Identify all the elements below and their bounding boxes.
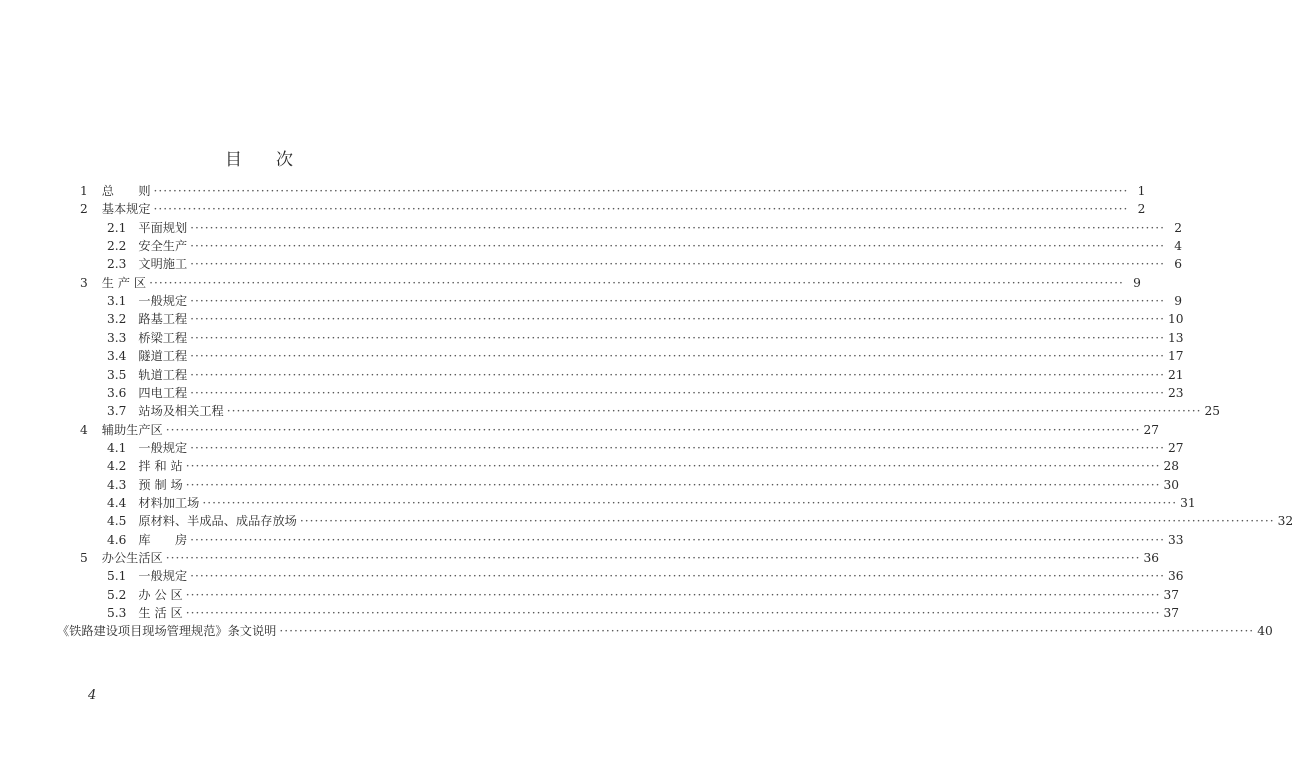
toc-entry-number: 4 <box>80 422 88 437</box>
toc-entry-number: 4.1 <box>107 440 127 455</box>
toc-entry-page: 31 <box>1180 495 1196 510</box>
toc-entry-page: 25 <box>1204 404 1221 419</box>
toc-entry[interactable] <box>107 476 1180 494</box>
toc-entry-number: 2.1 <box>107 220 127 235</box>
toc-entry-number: 3.6 <box>107 385 127 400</box>
toc-entry-title: 安全生产 <box>138 239 188 254</box>
toc-entry-title: 办公生活区 <box>101 551 163 565</box>
toc-entry[interactable] <box>80 274 1141 292</box>
toc-entry-page: 32 <box>1277 514 1293 529</box>
toc-entry[interactable] <box>107 457 1180 475</box>
toc-entry-number: 4.6 <box>107 532 127 547</box>
dot-leader: ········································································································································································································ <box>190 385 1165 400</box>
toc-entry-title: 桥梁工程 <box>138 330 188 345</box>
toc-entry-number: 3 <box>80 275 88 290</box>
dot-leader: ········································································································································································································ <box>185 477 1161 492</box>
toc-entry[interactable] <box>107 255 1182 273</box>
dot-leader: ········································································································································································································ <box>202 495 1178 510</box>
toc-entry-number: 3.5 <box>107 367 127 382</box>
toc-entry-title: 平面规划 <box>138 220 188 235</box>
toc-entry[interactable] <box>107 567 1184 585</box>
toc-entry[interactable] <box>107 347 1184 365</box>
dot-leader: ········································································································································································································ <box>299 514 1275 529</box>
toc-entry-title: 库 房 <box>138 532 188 547</box>
dot-leader: ········································································································································································································ <box>149 275 1124 290</box>
toc-entry-page: 13 <box>1167 330 1184 345</box>
toc-entry[interactable] <box>107 219 1182 237</box>
toc-entry-page: 9 <box>1174 294 1182 309</box>
toc-entry-title: 隧道工程 <box>138 349 188 364</box>
toc-entry-number: 5.3 <box>107 606 127 621</box>
toc-entry-page: 28 <box>1163 459 1180 474</box>
toc-entry-number: 1 <box>80 184 88 198</box>
toc-entry-page: 27 <box>1167 440 1184 455</box>
toc-entry-title: 生 活 区 <box>138 606 183 621</box>
toc-entry-page: 37 <box>1163 587 1180 602</box>
toc-entry-page: 10 <box>1167 312 1184 327</box>
toc-entry-page: 37 <box>1163 606 1180 621</box>
toc-entry-page: 33 <box>1167 532 1184 547</box>
toc-entry-title: 路基工程 <box>138 312 188 327</box>
toc-entry[interactable] <box>107 384 1184 402</box>
toc-entry-number: 3.7 <box>107 404 127 419</box>
toc-entry-page: 27 <box>1143 422 1160 437</box>
dot-leader: ········································································································································································································ <box>190 367 1165 382</box>
toc-entry-page: 2 <box>1174 220 1182 235</box>
toc-entry-page: 6 <box>1174 257 1182 272</box>
toc-entry-number: 3.1 <box>107 294 127 309</box>
toc-entry-title: 一般规定 <box>138 294 188 309</box>
dot-leader: ········································································································································································································ <box>190 440 1165 455</box>
toc-entry-number: 4.4 <box>107 495 127 510</box>
toc-entry-page: 30 <box>1163 477 1180 492</box>
toc-entry[interactable] <box>80 200 1146 218</box>
toc-entry-page: 2 <box>1137 202 1146 217</box>
toc-entry-page: 4 <box>1174 239 1182 254</box>
toc-entry-title: 材料加工场 <box>138 495 200 510</box>
toc-entry-page: 1 <box>1137 184 1146 198</box>
toc-entry-number: 4.5 <box>107 514 127 529</box>
toc-entry[interactable] <box>107 237 1182 255</box>
dot-leader: ········································································································································································································ <box>279 624 1255 639</box>
page-number: 4 <box>88 688 97 703</box>
toc-entry-page: 36 <box>1143 551 1160 565</box>
toc-entry[interactable] <box>107 531 1184 549</box>
dot-leader: ········································································································································································································ <box>165 422 1141 437</box>
toc-entry-number: 2.2 <box>107 239 127 254</box>
toc-entry[interactable] <box>107 310 1184 328</box>
toc-entry-title: 办 公 区 <box>138 587 183 602</box>
toc-entry-page: 23 <box>1167 385 1184 400</box>
dot-leader: ········································································································································································································ <box>185 459 1161 474</box>
dot-leader: ········································································································································································································ <box>190 532 1165 547</box>
toc-entry-title: 轨道工程 <box>138 367 188 382</box>
dot-leader: ········································································································································································································ <box>226 404 1202 419</box>
dot-leader: ········································································································································································································ <box>190 312 1165 327</box>
toc-entry-number: 4.3 <box>107 477 127 492</box>
toc-entry-number: 2 <box>80 202 88 217</box>
dot-leader: ········································································································································································································ <box>190 239 1165 254</box>
toc-entry[interactable] <box>80 182 1146 200</box>
toc-entry-page: 9 <box>1133 275 1141 290</box>
toc-entry[interactable] <box>107 586 1180 604</box>
dot-leader: ········································································································································································································ <box>190 257 1165 272</box>
toc-entry-title: 总 则 <box>101 184 151 198</box>
dot-leader: ········································································································································································································ <box>190 220 1165 235</box>
toc-entry-number: 4.2 <box>107 459 127 474</box>
toc-entry-page: 17 <box>1167 349 1184 364</box>
toc-entry-number: 5.2 <box>107 587 127 602</box>
toc-entry-title: 文明施工 <box>138 257 188 272</box>
toc-entry-title: 原材料、半成品、成品存放场 <box>138 514 297 529</box>
toc-entry-title: 基本规定 <box>101 202 151 217</box>
toc-entry-number: 3.2 <box>107 312 127 327</box>
toc-entry-page: 40 <box>1257 624 1273 639</box>
toc-entry[interactable] <box>107 402 1221 420</box>
toc-entry[interactable] <box>107 439 1184 457</box>
dot-leader: ········································································································································································································ <box>153 184 1129 198</box>
toc-entry-page: 21 <box>1167 367 1184 382</box>
toc-entry[interactable] <box>107 604 1180 622</box>
dot-leader: ········································································································································································································ <box>185 606 1161 621</box>
toc-entry-page: 36 <box>1167 569 1184 584</box>
toc-entry-title: 辅助生产区 <box>101 422 163 437</box>
dot-leader: ········································································································································································································ <box>185 587 1161 602</box>
toc-entry[interactable] <box>107 329 1184 347</box>
toc-entry-title: 《铁路建设项目现场管理规范》条文说明 <box>57 624 277 639</box>
toc-entry-number: 3.4 <box>107 349 127 364</box>
dot-leader: ········································································································································································································ <box>190 330 1165 345</box>
dot-leader: ········································································································································································································ <box>190 294 1165 309</box>
toc-entry[interactable] <box>57 622 1273 640</box>
toc-entry[interactable] <box>107 366 1184 384</box>
toc-entry[interactable] <box>80 421 1160 439</box>
page-title: 目次 <box>225 150 327 170</box>
toc-entry[interactable] <box>107 512 1293 530</box>
dot-leader: ········································································································································································································ <box>165 551 1141 565</box>
toc-entry-number: 5.1 <box>107 569 127 584</box>
toc-entry[interactable] <box>107 292 1182 310</box>
toc-entry-number: 5 <box>80 551 88 565</box>
dot-leader: ········································································································································································································ <box>190 349 1165 364</box>
toc-entry-title: 四电工程 <box>138 385 188 400</box>
toc-entry-title: 预 制 场 <box>138 477 183 492</box>
toc-entry-title: 拌 和 站 <box>138 459 183 474</box>
toc-entry-title: 站场及相关工程 <box>138 404 224 419</box>
toc-entry-title: 一般规定 <box>138 440 188 455</box>
dot-leader: ········································································································································································································ <box>153 202 1129 217</box>
toc-entry-title: 一般规定 <box>138 569 188 584</box>
dot-leader: ········································································································································································································ <box>190 569 1165 584</box>
toc-entry-number: 3.3 <box>107 330 127 345</box>
toc-entry[interactable] <box>107 494 1196 512</box>
toc-entry[interactable] <box>80 549 1160 567</box>
toc-entry-number: 2.3 <box>107 257 127 272</box>
toc-entry-title: 生 产 区 <box>101 275 147 290</box>
